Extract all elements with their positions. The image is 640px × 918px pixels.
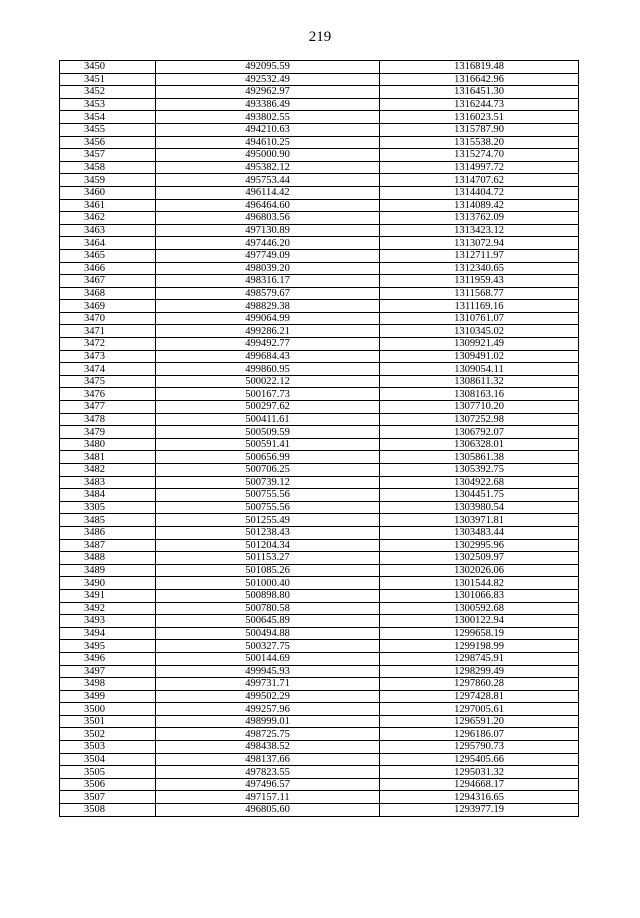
point-number-cell: 3483	[60, 476, 156, 489]
point-number-cell: 3489	[60, 564, 156, 577]
y-coordinate-cell: 1315274.70	[380, 149, 579, 162]
y-coordinate-cell: 1314707.62	[380, 174, 579, 187]
x-coordinate-cell: 499286.21	[156, 325, 380, 338]
point-number-cell: 3470	[60, 312, 156, 325]
x-coordinate-cell: 499945.93	[156, 665, 380, 678]
x-coordinate-cell: 493386.49	[156, 98, 380, 111]
table-row	[60, 224, 579, 237]
x-coordinate-cell: 500656.99	[156, 451, 380, 464]
y-coordinate-cell: 1309491.02	[380, 350, 579, 363]
x-coordinate-cell: 500780.58	[156, 602, 380, 615]
point-number-cell: 3466	[60, 262, 156, 275]
y-coordinate-cell: 1302995.96	[380, 539, 579, 552]
table-row	[60, 526, 579, 539]
point-number-cell: 3492	[60, 602, 156, 615]
y-coordinate-cell: 1307710.20	[380, 401, 579, 414]
x-coordinate-cell: 494210.63	[156, 123, 380, 136]
x-coordinate-cell: 500411.61	[156, 413, 380, 426]
table-row	[60, 149, 579, 162]
y-coordinate-cell: 1303980.54	[380, 501, 579, 514]
table-row	[60, 186, 579, 199]
point-number-cell: 3495	[60, 640, 156, 653]
y-coordinate-cell: 1297428.81	[380, 690, 579, 703]
x-coordinate-cell: 499684.43	[156, 350, 380, 363]
point-number-cell: 3463	[60, 224, 156, 237]
table-row	[60, 615, 579, 628]
table-row	[60, 804, 579, 817]
x-coordinate-cell: 496805.60	[156, 804, 380, 817]
table-row	[60, 350, 579, 363]
x-coordinate-cell: 498438.52	[156, 741, 380, 754]
table-row	[60, 438, 579, 451]
x-coordinate-cell: 496114.42	[156, 186, 380, 199]
point-number-cell: 3471	[60, 325, 156, 338]
x-coordinate-cell: 497130.89	[156, 224, 380, 237]
y-coordinate-cell: 1299658.19	[380, 627, 579, 640]
x-coordinate-cell: 501153.27	[156, 552, 380, 565]
y-coordinate-cell: 1310761.07	[380, 312, 579, 325]
table-row	[60, 627, 579, 640]
point-number-cell: 3461	[60, 199, 156, 212]
x-coordinate-cell: 496803.56	[156, 212, 380, 225]
table-row	[60, 73, 579, 86]
point-number-cell: 3455	[60, 123, 156, 136]
y-coordinate-cell: 1312711.97	[380, 249, 579, 262]
y-coordinate-cell: 1316023.51	[380, 111, 579, 124]
point-number-cell: 3473	[60, 350, 156, 363]
x-coordinate-cell: 495000.90	[156, 149, 380, 162]
table-row	[60, 161, 579, 174]
point-number-cell: 3503	[60, 741, 156, 754]
y-coordinate-cell: 1306792.07	[380, 426, 579, 439]
coordinates-table-body	[60, 61, 579, 817]
x-coordinate-cell: 501000.40	[156, 577, 380, 590]
x-coordinate-cell: 495753.44	[156, 174, 380, 187]
x-coordinate-cell: 500739.12	[156, 476, 380, 489]
x-coordinate-cell: 498316.17	[156, 275, 380, 288]
point-number-cell: 3504	[60, 753, 156, 766]
y-coordinate-cell: 1303971.81	[380, 514, 579, 527]
x-coordinate-cell: 498999.01	[156, 715, 380, 728]
y-coordinate-cell: 1315538.20	[380, 136, 579, 149]
y-coordinate-cell: 1313762.09	[380, 212, 579, 225]
y-coordinate-cell: 1313423.12	[380, 224, 579, 237]
point-number-cell: 3502	[60, 728, 156, 741]
x-coordinate-cell: 500297.62	[156, 401, 380, 414]
table-row	[60, 375, 579, 388]
point-number-cell: 3486	[60, 526, 156, 539]
page-number: 219	[308, 29, 332, 45]
x-coordinate-cell: 497157.11	[156, 791, 380, 804]
x-coordinate-cell: 495382.12	[156, 161, 380, 174]
table-row	[60, 262, 579, 275]
table-row	[60, 388, 579, 401]
x-coordinate-cell: 496464.60	[156, 199, 380, 212]
y-coordinate-cell: 1305392.75	[380, 464, 579, 477]
y-coordinate-cell: 1293977.19	[380, 804, 579, 817]
table-row	[60, 338, 579, 351]
point-number-cell: 3451	[60, 73, 156, 86]
y-coordinate-cell: 1315787.90	[380, 123, 579, 136]
point-number-cell: 3484	[60, 489, 156, 502]
point-number-cell: 3469	[60, 300, 156, 313]
point-number-cell: 3465	[60, 249, 156, 262]
x-coordinate-cell: 499502.29	[156, 690, 380, 703]
point-number-cell: 3482	[60, 464, 156, 477]
table-row	[60, 602, 579, 615]
x-coordinate-cell: 493802.55	[156, 111, 380, 124]
table-row	[60, 489, 579, 502]
y-coordinate-cell: 1302509.97	[380, 552, 579, 565]
point-number-cell: 3500	[60, 703, 156, 716]
x-coordinate-cell: 497823.55	[156, 766, 380, 779]
table-row	[60, 401, 579, 414]
table-row	[60, 363, 579, 376]
y-coordinate-cell: 1311169.16	[380, 300, 579, 313]
y-coordinate-cell: 1316642.96	[380, 73, 579, 86]
x-coordinate-cell: 497446.20	[156, 237, 380, 250]
table-row	[60, 753, 579, 766]
x-coordinate-cell: 498579.67	[156, 287, 380, 300]
y-coordinate-cell: 1295790.73	[380, 741, 579, 754]
x-coordinate-cell: 500022.12	[156, 375, 380, 388]
table-row	[60, 300, 579, 313]
y-coordinate-cell: 1309921.49	[380, 338, 579, 351]
table-row	[60, 728, 579, 741]
point-number-cell: 3490	[60, 577, 156, 590]
table-row	[60, 589, 579, 602]
table-row	[60, 325, 579, 338]
table-row	[60, 237, 579, 250]
y-coordinate-cell: 1307252.98	[380, 413, 579, 426]
x-coordinate-cell: 499492.77	[156, 338, 380, 351]
table-row	[60, 61, 579, 74]
table-row	[60, 766, 579, 779]
table-row	[60, 98, 579, 111]
x-coordinate-cell: 501204.34	[156, 539, 380, 552]
table-row	[60, 275, 579, 288]
table-row	[60, 111, 579, 124]
y-coordinate-cell: 1294668.17	[380, 778, 579, 791]
point-number-cell: 3508	[60, 804, 156, 817]
y-coordinate-cell: 1311959.43	[380, 275, 579, 288]
table-row	[60, 312, 579, 325]
table-row	[60, 451, 579, 464]
table-row	[60, 413, 579, 426]
x-coordinate-cell: 492532.49	[156, 73, 380, 86]
table-row	[60, 703, 579, 716]
y-coordinate-cell: 1298745.91	[380, 652, 579, 665]
y-coordinate-cell: 1304922.68	[380, 476, 579, 489]
point-number-cell: 3481	[60, 451, 156, 464]
x-coordinate-cell: 498039.20	[156, 262, 380, 275]
y-coordinate-cell: 1299198.99	[380, 640, 579, 653]
point-number-cell: 3450	[60, 61, 156, 74]
x-coordinate-cell: 501255.49	[156, 514, 380, 527]
table-row	[60, 464, 579, 477]
x-coordinate-cell: 500144.69	[156, 652, 380, 665]
x-coordinate-cell: 500706.25	[156, 464, 380, 477]
table-row	[60, 665, 579, 678]
point-number-cell: 3456	[60, 136, 156, 149]
y-coordinate-cell: 1306328.01	[380, 438, 579, 451]
point-number-cell: 3493	[60, 615, 156, 628]
y-coordinate-cell: 1309054.11	[380, 363, 579, 376]
y-coordinate-cell: 1310345.02	[380, 325, 579, 338]
point-number-cell: 3460	[60, 186, 156, 199]
table-row	[60, 552, 579, 565]
table-row	[60, 212, 579, 225]
y-coordinate-cell: 1314997.72	[380, 161, 579, 174]
table-row	[60, 715, 579, 728]
table-row	[60, 690, 579, 703]
x-coordinate-cell: 499731.71	[156, 678, 380, 691]
y-coordinate-cell: 1301544.82	[380, 577, 579, 590]
x-coordinate-cell: 500494.88	[156, 627, 380, 640]
point-number-cell: 3477	[60, 401, 156, 414]
x-coordinate-cell: 500327.75	[156, 640, 380, 653]
table-row	[60, 778, 579, 791]
y-coordinate-cell: 1297005.61	[380, 703, 579, 716]
x-coordinate-cell: 499064.99	[156, 312, 380, 325]
x-coordinate-cell: 499860.95	[156, 363, 380, 376]
x-coordinate-cell: 499257.96	[156, 703, 380, 716]
y-coordinate-cell: 1294316.65	[380, 791, 579, 804]
point-number-cell: 3475	[60, 375, 156, 388]
y-coordinate-cell: 1302026.06	[380, 564, 579, 577]
table-row	[60, 287, 579, 300]
x-coordinate-cell: 492095.59	[156, 61, 380, 74]
table-row	[60, 174, 579, 187]
point-number-cell: 3474	[60, 363, 156, 376]
y-coordinate-cell: 1295031.32	[380, 766, 579, 779]
point-number-cell: 3498	[60, 678, 156, 691]
y-coordinate-cell: 1314089.42	[380, 199, 579, 212]
x-coordinate-cell: 501238.43	[156, 526, 380, 539]
y-coordinate-cell: 1297860.28	[380, 678, 579, 691]
point-number-cell: 3464	[60, 237, 156, 250]
y-coordinate-cell: 1298299.49	[380, 665, 579, 678]
y-coordinate-cell: 1300122.94	[380, 615, 579, 628]
point-number-cell: 3305	[60, 501, 156, 514]
table-row	[60, 476, 579, 489]
point-number-cell: 3452	[60, 86, 156, 99]
point-number-cell: 3457	[60, 149, 156, 162]
table-row	[60, 249, 579, 262]
y-coordinate-cell: 1311568.77	[380, 287, 579, 300]
table-row	[60, 741, 579, 754]
x-coordinate-cell: 501085.26	[156, 564, 380, 577]
point-number-cell: 3478	[60, 413, 156, 426]
point-number-cell: 3488	[60, 552, 156, 565]
y-coordinate-cell: 1296591.20	[380, 715, 579, 728]
point-number-cell: 3485	[60, 514, 156, 527]
coordinates-table	[59, 60, 579, 817]
point-number-cell: 3501	[60, 715, 156, 728]
point-number-cell: 3468	[60, 287, 156, 300]
point-number-cell: 3459	[60, 174, 156, 187]
x-coordinate-cell: 500755.56	[156, 489, 380, 502]
x-coordinate-cell: 492962.97	[156, 86, 380, 99]
point-number-cell: 3462	[60, 212, 156, 225]
point-number-cell: 3487	[60, 539, 156, 552]
x-coordinate-cell: 498137.66	[156, 753, 380, 766]
point-number-cell: 3494	[60, 627, 156, 640]
table-row	[60, 564, 579, 577]
point-number-cell: 3506	[60, 778, 156, 791]
table-row	[60, 791, 579, 804]
y-coordinate-cell: 1316819.48	[380, 61, 579, 74]
y-coordinate-cell: 1305861.38	[380, 451, 579, 464]
point-number-cell: 3491	[60, 589, 156, 602]
table-row	[60, 86, 579, 99]
point-number-cell: 3479	[60, 426, 156, 439]
table-row	[60, 426, 579, 439]
table-row	[60, 678, 579, 691]
point-number-cell: 3496	[60, 652, 156, 665]
point-number-cell: 3507	[60, 791, 156, 804]
y-coordinate-cell: 1314404.72	[380, 186, 579, 199]
table-row	[60, 136, 579, 149]
y-coordinate-cell: 1304451.75	[380, 489, 579, 502]
y-coordinate-cell: 1303483.44	[380, 526, 579, 539]
x-coordinate-cell: 500591.41	[156, 438, 380, 451]
y-coordinate-cell: 1316244.73	[380, 98, 579, 111]
table-row	[60, 539, 579, 552]
x-coordinate-cell: 500167.73	[156, 388, 380, 401]
point-number-cell: 3467	[60, 275, 156, 288]
point-number-cell: 3497	[60, 665, 156, 678]
point-number-cell: 3476	[60, 388, 156, 401]
x-coordinate-cell: 494610.25	[156, 136, 380, 149]
point-number-cell: 3505	[60, 766, 156, 779]
x-coordinate-cell: 497749.09	[156, 249, 380, 262]
table-row	[60, 514, 579, 527]
point-number-cell: 3499	[60, 690, 156, 703]
point-number-cell: 3480	[60, 438, 156, 451]
point-number-cell: 3472	[60, 338, 156, 351]
y-coordinate-cell: 1295405.66	[380, 753, 579, 766]
x-coordinate-cell: 500509.59	[156, 426, 380, 439]
table-row	[60, 640, 579, 653]
x-coordinate-cell: 500755.56	[156, 501, 380, 514]
y-coordinate-cell: 1308163.16	[380, 388, 579, 401]
y-coordinate-cell: 1301066.83	[380, 589, 579, 602]
table-row	[60, 577, 579, 590]
table-row	[60, 501, 579, 514]
y-coordinate-cell: 1308611.32	[380, 375, 579, 388]
x-coordinate-cell: 498725.75	[156, 728, 380, 741]
x-coordinate-cell: 500645.89	[156, 615, 380, 628]
y-coordinate-cell: 1316451.30	[380, 86, 579, 99]
point-number-cell: 3453	[60, 98, 156, 111]
y-coordinate-cell: 1296186.07	[380, 728, 579, 741]
x-coordinate-cell: 498829.38	[156, 300, 380, 313]
x-coordinate-cell: 500898.80	[156, 589, 380, 602]
table-row	[60, 123, 579, 136]
table-row	[60, 199, 579, 212]
y-coordinate-cell: 1300592.68	[380, 602, 579, 615]
x-coordinate-cell: 497496.57	[156, 778, 380, 791]
table-row	[60, 652, 579, 665]
y-coordinate-cell: 1313072.94	[380, 237, 579, 250]
y-coordinate-cell: 1312340.65	[380, 262, 579, 275]
point-number-cell: 3454	[60, 111, 156, 124]
point-number-cell: 3458	[60, 161, 156, 174]
